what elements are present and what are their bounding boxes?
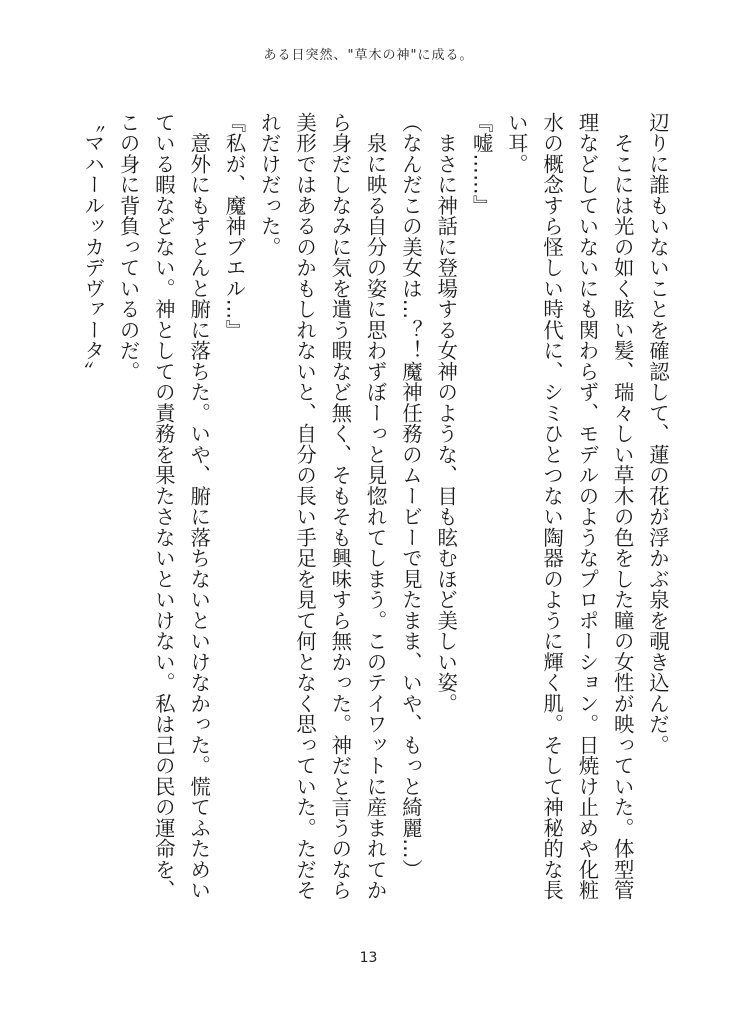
text-line: 理などしていないにも関わらず、モデルのようなプロポーション。日焼け止めや化粧 xyxy=(575,112,600,901)
text-line: 美形ではあるのかもしれないと、自分の長い手足を見て何となく思っていた。ただそ xyxy=(293,112,318,901)
text-line: そこには光の如く眩い髪、瑞々しい草木の色をした瞳の女性が映っていた。体型管 xyxy=(610,112,635,901)
page-number: 13 xyxy=(359,950,378,966)
text-line: （なんだこの美女は…？！魔神任務のムービーで見たまま、いや、もっと綺麗…） xyxy=(398,112,423,880)
text-line: 『私が、魔神ブエル…』 xyxy=(222,112,247,341)
text-line: 辺りに誰もいないことを確認して、蓮の花が浮かぶ泉を覗き込んだ。 xyxy=(646,112,670,756)
text-line: 『嘘……』 xyxy=(469,112,494,216)
text-line: まさに神話に登場する女神のような、目も眩むほど美しい姿。 xyxy=(434,112,459,714)
text-line: 意外にもすとんと腑に落ちた。いや、腑に落ちないといけなかった。慌てふためい xyxy=(187,112,212,901)
text-line: ている暇などない。神としての責務を果たさないといけない。私は己の民の運命を、 xyxy=(151,112,176,901)
text-line: れだけだった。 xyxy=(257,112,282,258)
text-line: 泉に映る自分の姿に思わずぼーっと見惚れてしまう。このテイワットに産まれてか xyxy=(363,112,388,901)
text-line: 〝マハールッカデヴァータ〟 xyxy=(81,112,106,382)
running-header: ある日突然、"草木の神"に成る。 xyxy=(263,48,474,63)
text-line: ら身だしなみに気を遣う暇など無く、そもそも興味すら無かった。神だと言うのなら xyxy=(328,112,353,901)
text-line: この身に背負っているのだ。 xyxy=(116,112,141,382)
text-line: 水の概念すら怪しい時代に、シミひとつない陶器のように輝く肌。そして神秘的な長 xyxy=(540,112,565,901)
body-text xyxy=(55,112,675,932)
text-line: い耳。 xyxy=(504,112,529,175)
